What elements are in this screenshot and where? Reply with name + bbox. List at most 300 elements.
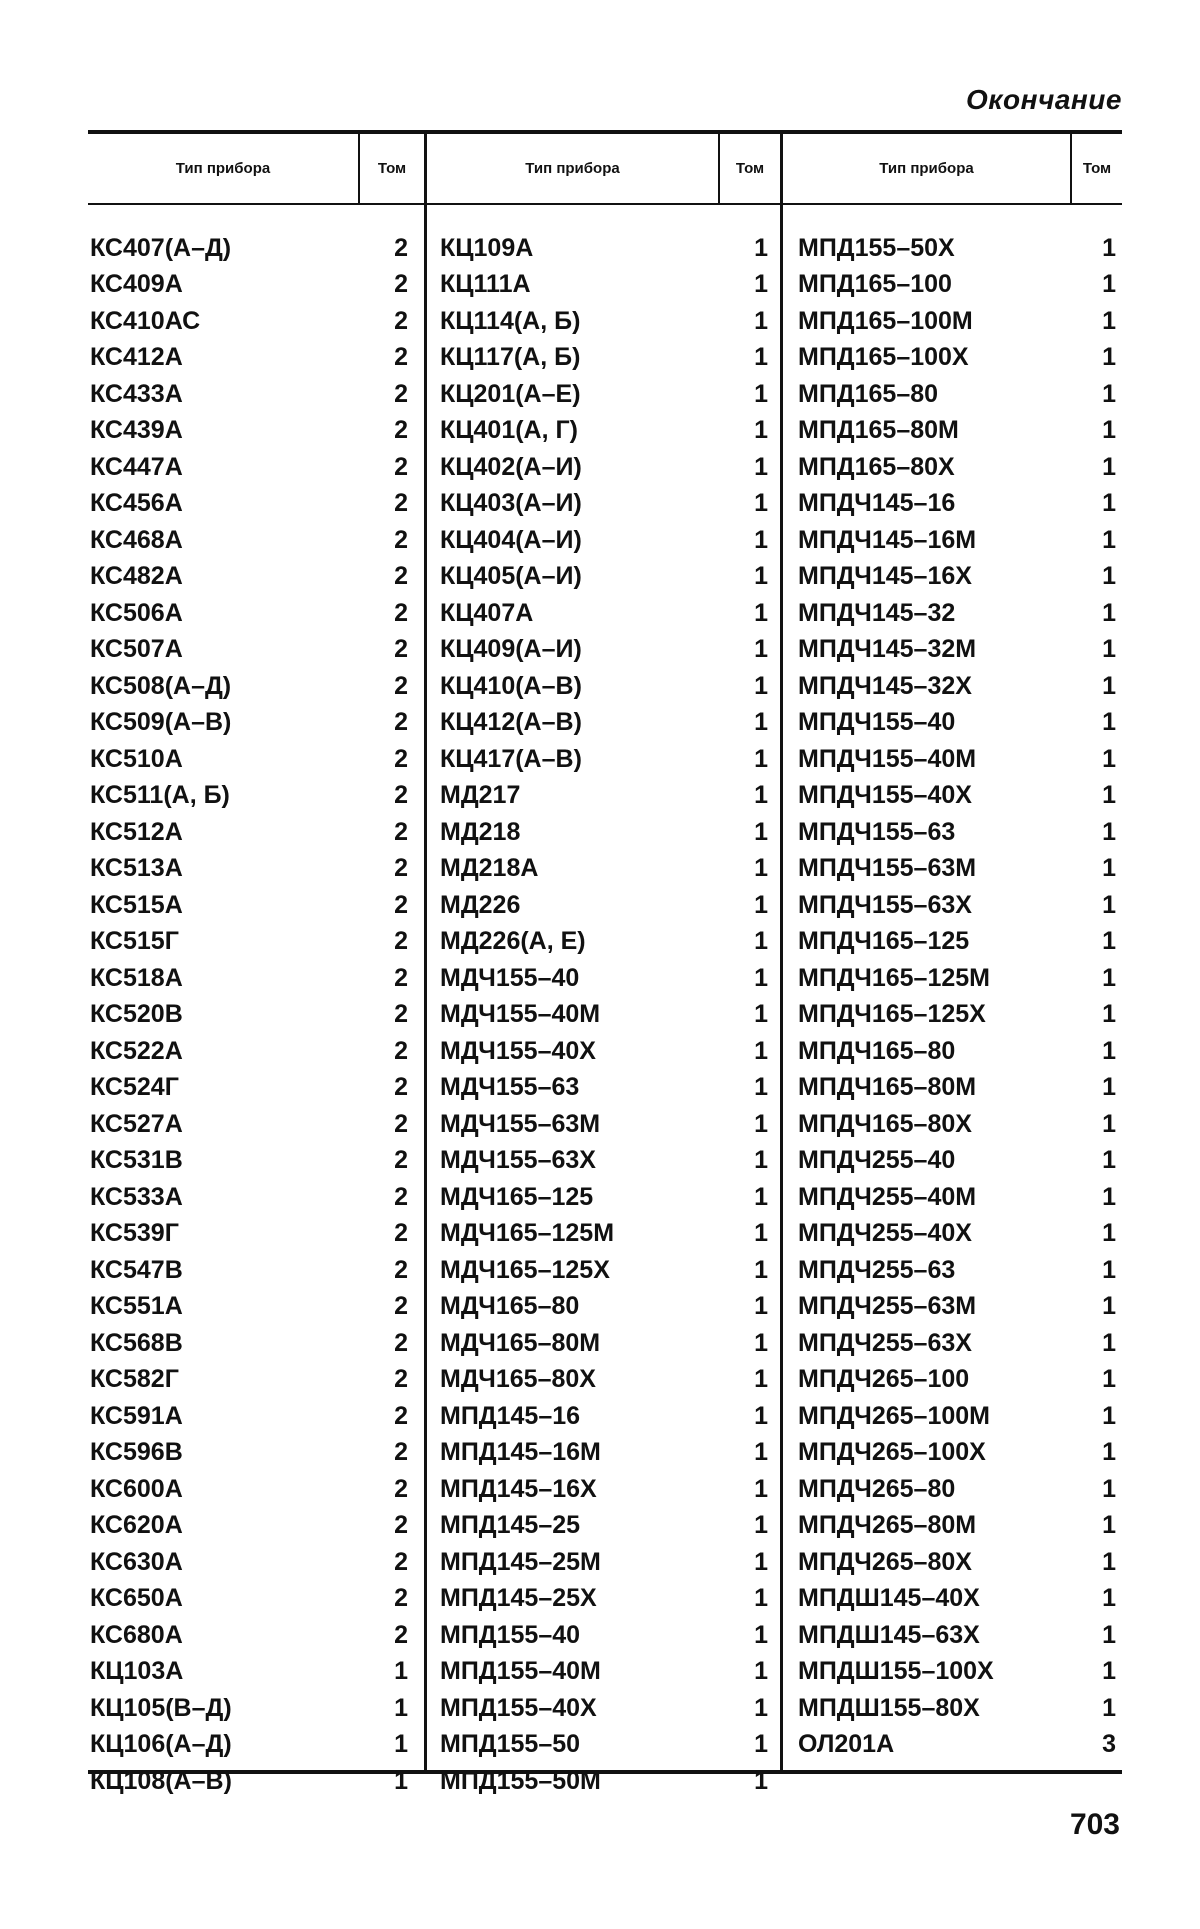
table-row <box>90 559 408 596</box>
volume-number: 1 <box>1102 598 1116 627</box>
device-type: КС524Г <box>90 1073 179 1102</box>
table-row <box>440 960 768 997</box>
volume-number: 1 <box>1102 1657 1116 1686</box>
device-type: МДЧ165–125М <box>440 1219 615 1248</box>
volume-number: 1 <box>1102 416 1116 445</box>
table-column-3 <box>798 230 1116 1763</box>
device-type: МПДШ155–100Х <box>798 1657 994 1686</box>
device-type: КЦ412(А–В) <box>440 708 582 737</box>
device-type: МДЧ155–40 <box>440 963 580 992</box>
volume-number: 2 <box>394 416 408 445</box>
volume-number: 1 <box>754 452 768 481</box>
table-row <box>798 1289 1116 1326</box>
device-type: КС482А <box>90 562 183 591</box>
volume-number: 1 <box>1102 671 1116 700</box>
table-row <box>798 887 1116 924</box>
table-row <box>440 1690 768 1727</box>
volume-number: 2 <box>394 1584 408 1613</box>
volume-number: 2 <box>394 1146 408 1175</box>
header-volume-3: Том <box>1082 160 1112 177</box>
table-row <box>440 376 768 413</box>
volume-number: 1 <box>754 1474 768 1503</box>
device-type: КС506А <box>90 598 183 627</box>
device-type: МПД145–25 <box>440 1511 581 1540</box>
volume-number: 1 <box>1102 1438 1116 1467</box>
volume-number: 1 <box>754 781 768 810</box>
table-row <box>90 1325 408 1362</box>
volume-number: 1 <box>394 1693 408 1722</box>
device-type: МПД155–50 <box>440 1730 581 1759</box>
volume-number: 2 <box>394 270 408 299</box>
table-row <box>798 413 1116 450</box>
device-type: МПДЧ165–125Х <box>798 1000 986 1029</box>
device-type: КС510А <box>90 744 183 773</box>
table-row <box>440 559 768 596</box>
device-type: КС439А <box>90 416 183 445</box>
device-type: МПДЧ265–80М <box>798 1511 977 1540</box>
device-type: МПДЧ165–80М <box>798 1073 977 1102</box>
device-type: МД226 <box>440 890 521 919</box>
table-row <box>90 887 408 924</box>
table-row <box>90 1471 408 1508</box>
device-type: МПДЧ145–16 <box>798 489 956 518</box>
device-type: МПДЧ165–80 <box>798 1036 956 1065</box>
table-row <box>440 778 768 815</box>
volume-number: 1 <box>1102 1547 1116 1576</box>
table-row <box>798 595 1116 632</box>
volume-number: 1 <box>754 379 768 408</box>
device-type: МПД145–25Х <box>440 1584 597 1613</box>
device-type: КЦ201(А–Е) <box>440 379 581 408</box>
device-type: КС518А <box>90 963 183 992</box>
device-type: КС600А <box>90 1474 183 1503</box>
volume-number: 1 <box>754 1255 768 1284</box>
table-row <box>798 778 1116 815</box>
table-row <box>90 1252 408 1289</box>
device-type: МПДШ155–80Х <box>798 1693 980 1722</box>
volume-number: 2 <box>394 1000 408 1029</box>
volume-number: 1 <box>754 1401 768 1430</box>
device-type: КС539Г <box>90 1219 179 1248</box>
table-row <box>440 1325 768 1362</box>
table-row <box>440 1654 768 1691</box>
header-volume-2: Том <box>735 160 765 177</box>
table-row <box>440 1179 768 1216</box>
volume-number: 1 <box>754 1657 768 1686</box>
volume-number: 1 <box>1102 744 1116 773</box>
table-row <box>90 230 408 267</box>
device-type: МПД165–80 <box>798 379 939 408</box>
volume-number: 2 <box>394 1219 408 1248</box>
table-row <box>90 303 408 340</box>
device-type: КС551А <box>90 1292 183 1321</box>
table-row <box>440 1617 768 1654</box>
volume-number: 1 <box>754 598 768 627</box>
device-type: КЦ405(А–И) <box>440 562 582 591</box>
header-type-2: Тип прибора <box>525 160 620 177</box>
device-type: КС620А <box>90 1511 183 1540</box>
table-row <box>798 1508 1116 1545</box>
device-type: МПД165–80Х <box>798 452 955 481</box>
volume-number: 2 <box>394 1438 408 1467</box>
device-type: КС513А <box>90 854 183 883</box>
volume-number: 1 <box>1102 1000 1116 1029</box>
volume-number: 2 <box>394 343 408 372</box>
table-row <box>440 1435 768 1472</box>
table-row <box>440 1252 768 1289</box>
device-type: МПДЧ265–100М <box>798 1401 990 1430</box>
table-row <box>440 230 768 267</box>
volume-number: 1 <box>1102 1219 1116 1248</box>
volume-number: 1 <box>1102 306 1116 335</box>
volume-number: 1 <box>1102 817 1116 846</box>
device-type: КС520В <box>90 1000 183 1029</box>
device-type: МДЧ165–80Х <box>440 1365 596 1394</box>
table-row <box>440 851 768 888</box>
device-type: КЦ409(А–И) <box>440 635 582 664</box>
table-row <box>440 887 768 924</box>
table-row <box>798 1143 1116 1180</box>
table-row <box>798 1106 1116 1143</box>
device-type: МПД165–100М <box>798 306 973 335</box>
device-type: МПДЧ155–40 <box>798 708 956 737</box>
device-type: МДЧ155–40Х <box>440 1036 596 1065</box>
volume-number: 1 <box>1102 1474 1116 1503</box>
device-type: МПД155–40 <box>440 1620 581 1649</box>
table-row <box>90 1544 408 1581</box>
device-type: КЦ403(А–И) <box>440 489 582 518</box>
table-row <box>90 1106 408 1143</box>
table-row <box>440 1106 768 1143</box>
volume-number: 1 <box>754 890 768 919</box>
volume-number: 1 <box>394 1766 408 1795</box>
volume-number: 1 <box>754 1146 768 1175</box>
device-type: МПДЧ155–63Х <box>798 890 972 919</box>
table-row <box>440 1362 768 1399</box>
volume-number: 1 <box>1102 233 1116 262</box>
volume-number: 1 <box>754 1328 768 1357</box>
device-type: МДЧ165–125Х <box>440 1255 610 1284</box>
volume-number: 1 <box>1102 635 1116 664</box>
volume-number: 1 <box>754 963 768 992</box>
table-row <box>798 1216 1116 1253</box>
volume-number: 1 <box>754 635 768 664</box>
table-row <box>90 1179 408 1216</box>
table-row <box>440 1033 768 1070</box>
table-row <box>798 1325 1116 1362</box>
table-row <box>798 486 1116 523</box>
volume-number: 2 <box>394 671 408 700</box>
table-row <box>440 1289 768 1326</box>
device-type: МПДЧ255–63Х <box>798 1328 972 1357</box>
volume-number: 1 <box>1102 562 1116 591</box>
table-row <box>798 960 1116 997</box>
table-row <box>90 1654 408 1691</box>
volume-number: 1 <box>1102 1109 1116 1138</box>
table-row <box>798 303 1116 340</box>
table-row <box>440 595 768 632</box>
table-row <box>798 449 1116 486</box>
volume-number: 1 <box>1102 890 1116 919</box>
table-row <box>798 1252 1116 1289</box>
table-row <box>440 1471 768 1508</box>
table-row <box>440 522 768 559</box>
volume-number: 1 <box>1102 270 1116 299</box>
table-row <box>798 741 1116 778</box>
table-row <box>798 1654 1116 1691</box>
volume-number: 1 <box>1102 379 1116 408</box>
table-row <box>90 376 408 413</box>
group-divider-2 <box>780 130 783 1774</box>
table-row <box>90 741 408 778</box>
table-row <box>440 1508 768 1545</box>
volume-number: 1 <box>1102 1036 1116 1065</box>
volume-number: 2 <box>394 1401 408 1430</box>
device-type: КС512А <box>90 817 183 846</box>
device-type: МПДЧ165–125 <box>798 927 970 956</box>
table-row <box>90 814 408 851</box>
table-row <box>90 1617 408 1654</box>
table-row <box>798 851 1116 888</box>
device-type: МПДЧ155–40М <box>798 744 977 773</box>
table-row <box>90 1690 408 1727</box>
volume-number: 1 <box>754 854 768 883</box>
volume-number: 1 <box>1102 1073 1116 1102</box>
table-row <box>90 1216 408 1253</box>
device-type: КС531В <box>90 1146 183 1175</box>
device-type: КС507А <box>90 635 183 664</box>
volume-number: 2 <box>394 963 408 992</box>
table-row <box>798 559 1116 596</box>
device-type: МПД145–25М <box>440 1547 601 1576</box>
table-row <box>90 1508 408 1545</box>
table-row <box>90 522 408 559</box>
volume-number: 1 <box>1102 781 1116 810</box>
page-number: 703 <box>1069 1808 1120 1841</box>
volume-number: 1 <box>754 1219 768 1248</box>
device-type: КС407(А–Д) <box>90 233 232 262</box>
volume-number: 2 <box>394 598 408 627</box>
table-row <box>798 1581 1116 1618</box>
group-divider-1 <box>424 130 427 1774</box>
device-type: КС582Г <box>90 1365 179 1394</box>
device-type: МПДЧ155–40Х <box>798 781 972 810</box>
device-type: КЦ407А <box>440 598 534 627</box>
table-row <box>90 1763 408 1800</box>
table-row <box>798 1362 1116 1399</box>
table-row <box>90 1398 408 1435</box>
device-type: КС412А <box>90 343 183 372</box>
device-type: КС456А <box>90 489 183 518</box>
table-row <box>90 449 408 486</box>
volume-number: 2 <box>394 890 408 919</box>
volume-number: 2 <box>394 306 408 335</box>
volume-number: 1 <box>754 306 768 335</box>
table-row <box>798 1727 1116 1764</box>
device-type: МДЧ155–40М <box>440 1000 601 1029</box>
volume-number: 1 <box>1102 1620 1116 1649</box>
volume-number: 1 <box>1102 927 1116 956</box>
volume-number: 1 <box>1102 343 1116 372</box>
table-row <box>798 267 1116 304</box>
table-row <box>440 1070 768 1107</box>
device-type: МПДЧ255–63М <box>798 1292 977 1321</box>
volume-number: 1 <box>394 1730 408 1759</box>
device-type: МПДЧ145–32Х <box>798 671 972 700</box>
volume-number: 1 <box>1102 1182 1116 1211</box>
device-type: МПД145–16 <box>440 1401 581 1430</box>
volume-number: 1 <box>754 1438 768 1467</box>
table-row <box>90 924 408 961</box>
table-row <box>798 1398 1116 1435</box>
device-type: МПДЧ165–125М <box>798 963 990 992</box>
device-type: КЦ117(А, Б) <box>440 343 581 372</box>
table-row <box>90 1033 408 1070</box>
device-type: МПД155–50М <box>440 1766 601 1795</box>
table-row <box>90 1435 408 1472</box>
device-type: МД217 <box>440 781 521 810</box>
volume-number: 1 <box>1102 1255 1116 1284</box>
device-type: МПД155–50Х <box>798 233 955 262</box>
table-row <box>440 1143 768 1180</box>
device-type: КС527А <box>90 1109 183 1138</box>
table-row <box>90 340 408 377</box>
header-type-3: Тип прибора <box>879 160 974 177</box>
device-type: КС515А <box>90 890 183 919</box>
table-row <box>798 1690 1116 1727</box>
volume-number: 2 <box>394 1365 408 1394</box>
volume-number: 1 <box>754 1730 768 1759</box>
volume-number: 1 <box>754 1182 768 1211</box>
table-row <box>798 1544 1116 1581</box>
volume-number: 1 <box>754 1109 768 1138</box>
volume-number: 1 <box>754 671 768 700</box>
volume-number: 1 <box>394 1657 408 1686</box>
device-type: МПД165–80М <box>798 416 959 445</box>
volume-number: 2 <box>394 927 408 956</box>
volume-number: 1 <box>1102 1365 1116 1394</box>
device-type: МПД145–16Х <box>440 1474 597 1503</box>
device-type: МДЧ165–125 <box>440 1182 594 1211</box>
volume-number: 1 <box>1102 708 1116 737</box>
volume-number: 1 <box>754 1036 768 1065</box>
volume-number: 1 <box>1102 525 1116 554</box>
device-type: МПДЧ255–40 <box>798 1146 956 1175</box>
device-type: КЦ402(А–И) <box>440 452 582 481</box>
volume-number: 1 <box>754 270 768 299</box>
device-type: МПДЧ255–40Х <box>798 1219 972 1248</box>
table-row <box>440 303 768 340</box>
table-row <box>440 267 768 304</box>
device-type: КЦ114(А, Б) <box>440 306 581 335</box>
device-type: МПДЧ155–63 <box>798 817 956 846</box>
volume-number: 2 <box>394 1292 408 1321</box>
device-type: КС410АС <box>90 306 201 335</box>
volume-number: 1 <box>754 1365 768 1394</box>
table-row <box>798 1070 1116 1107</box>
volume-number: 2 <box>394 452 408 481</box>
device-type: КС522А <box>90 1036 183 1065</box>
continuation-label: Окончание <box>966 84 1122 115</box>
device-type: МПДЧ255–63 <box>798 1255 956 1284</box>
table-row <box>90 851 408 888</box>
table-column-2 <box>440 230 768 1800</box>
table-row <box>90 668 408 705</box>
table-row <box>90 632 408 669</box>
table-row <box>798 814 1116 851</box>
table-row <box>440 1763 768 1800</box>
volume-number: 1 <box>754 817 768 846</box>
volume-number: 2 <box>394 1036 408 1065</box>
volume-number: 1 <box>1102 452 1116 481</box>
volume-number: 1 <box>754 525 768 554</box>
volume-number: 1 <box>754 489 768 518</box>
device-type: МПДШ145–40Х <box>798 1584 980 1613</box>
volume-number: 1 <box>1102 1328 1116 1357</box>
table-row <box>798 1033 1116 1070</box>
device-type: МД218 <box>440 817 521 846</box>
device-type: КС568В <box>90 1328 183 1357</box>
table-row <box>440 924 768 961</box>
volume-number: 2 <box>394 489 408 518</box>
table-row <box>440 340 768 377</box>
volume-number: 1 <box>1102 1511 1116 1540</box>
volume-number: 1 <box>754 1547 768 1576</box>
device-type: КЦ417(А–В) <box>440 744 582 773</box>
volume-number: 1 <box>754 1693 768 1722</box>
device-type: КС596В <box>90 1438 183 1467</box>
device-type: МДЧ155–63 <box>440 1073 580 1102</box>
device-type: МПДЧ155–63М <box>798 854 977 883</box>
device-type: МД218А <box>440 854 539 883</box>
device-type: КЦ103А <box>90 1657 184 1686</box>
table-row <box>798 668 1116 705</box>
device-type: МПДЧ145–16Х <box>798 562 972 591</box>
table-row <box>798 340 1116 377</box>
volume-number: 2 <box>394 854 408 883</box>
volume-number: 2 <box>394 1182 408 1211</box>
table-row <box>798 1435 1116 1472</box>
device-type: МПД155–40М <box>440 1657 601 1686</box>
table-row <box>440 705 768 742</box>
volume-number: 2 <box>394 1073 408 1102</box>
table-row <box>90 413 408 450</box>
table-row <box>90 267 408 304</box>
device-type: КЦ108(А–В) <box>90 1766 232 1795</box>
table-row <box>90 960 408 997</box>
volume-number: 1 <box>754 1073 768 1102</box>
device-type: МДЧ165–80 <box>440 1292 580 1321</box>
device-type: КС511(А, Б) <box>90 781 230 810</box>
device-type: МПД145–16М <box>440 1438 601 1467</box>
volume-number: 2 <box>394 1255 408 1284</box>
volume-number: 2 <box>394 744 408 773</box>
device-type: КЦ106(А–Д) <box>90 1730 232 1759</box>
header-volume-1: Том <box>377 160 407 177</box>
header-type-1: Тип прибора <box>175 160 271 177</box>
device-type: МД226(А, Е) <box>440 927 586 956</box>
volume-number: 2 <box>394 1620 408 1649</box>
volume-number: 2 <box>394 233 408 262</box>
device-type: ОЛ201А <box>798 1730 895 1759</box>
table-row <box>440 632 768 669</box>
volume-number: 1 <box>1102 1401 1116 1430</box>
device-index-table <box>88 130 1122 1795</box>
device-type: МПД165–100 <box>798 270 952 299</box>
table-row <box>798 705 1116 742</box>
volume-number: 1 <box>754 416 768 445</box>
table-row <box>798 632 1116 669</box>
